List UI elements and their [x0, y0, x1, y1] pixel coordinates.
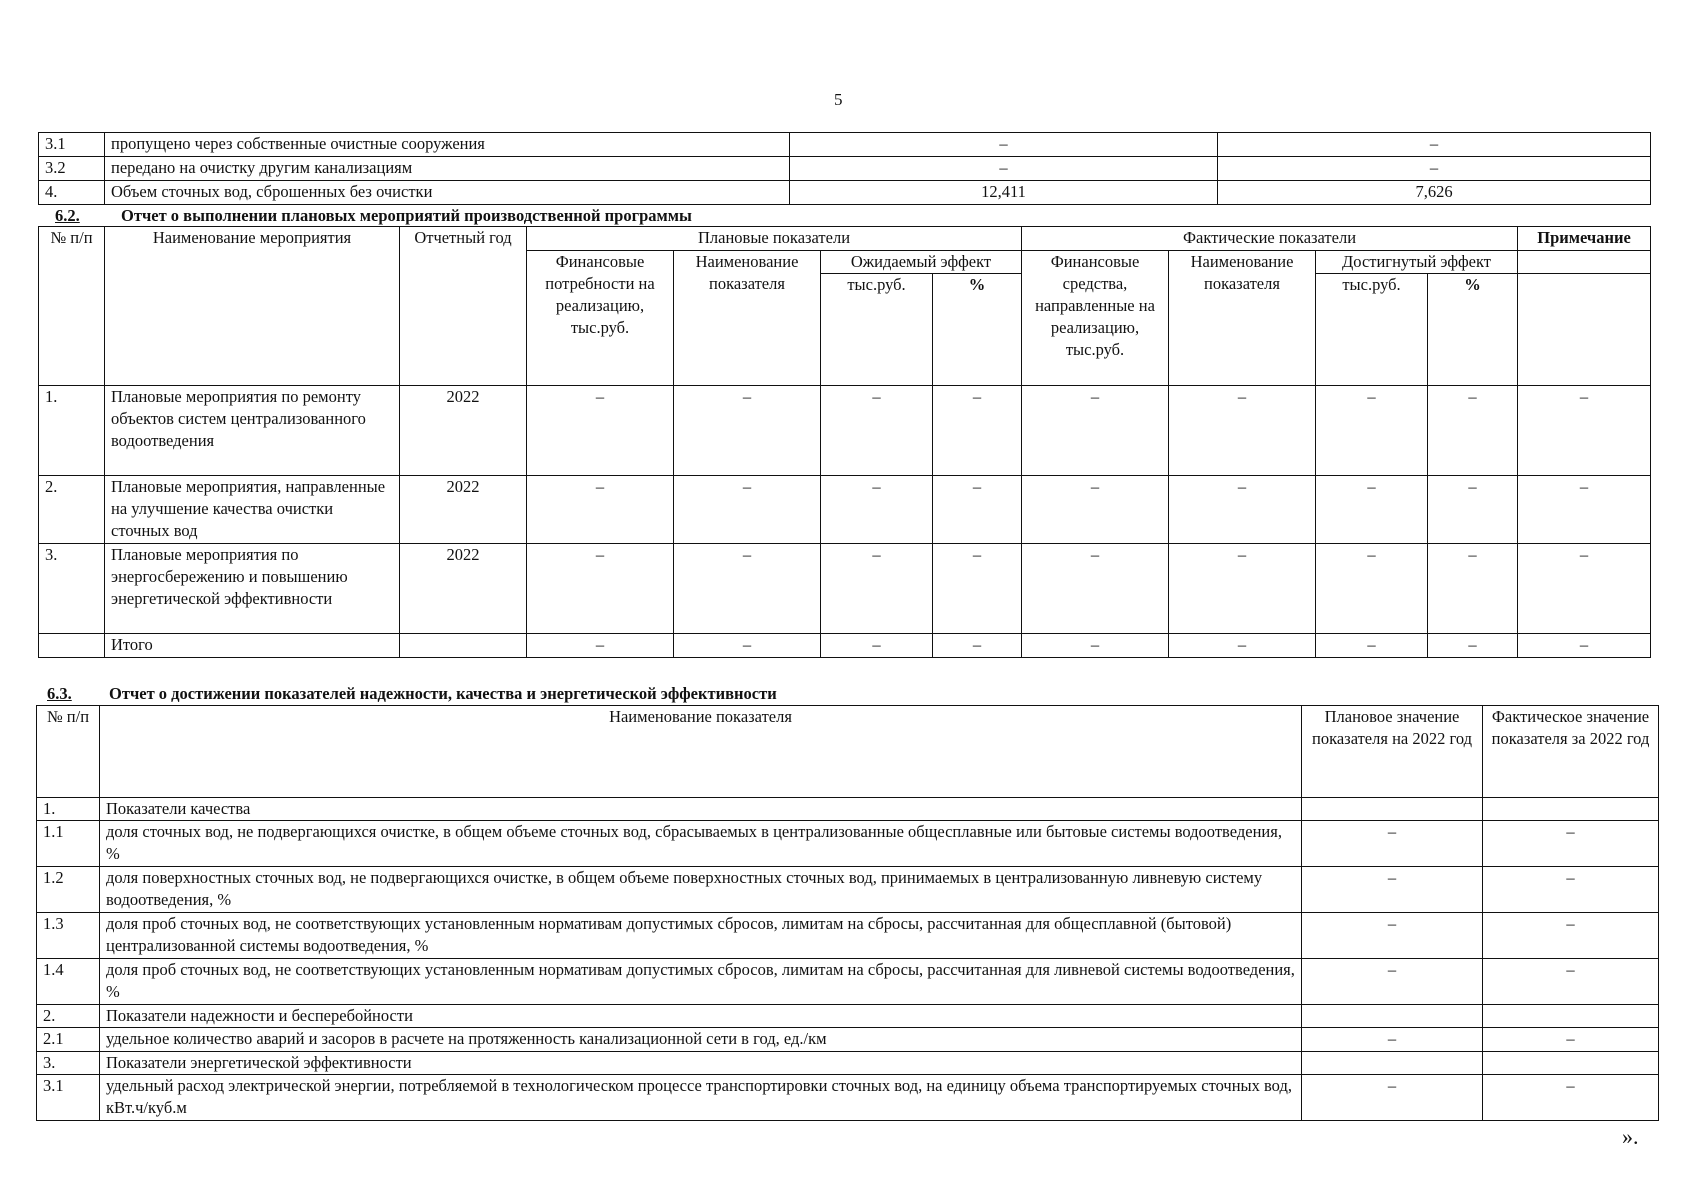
value-cell: – [527, 634, 674, 658]
value-cell: – [1218, 133, 1651, 157]
value-cell: – [821, 476, 933, 544]
value-cell: – [821, 634, 933, 658]
value-cell: – [1316, 476, 1428, 544]
fact-value: – [1483, 1028, 1659, 1052]
value-cell: – [821, 544, 933, 634]
row-number: 2. [37, 1005, 100, 1028]
table-row [37, 1028, 1659, 1052]
table-62 [38, 226, 1651, 658]
value-cell: – [1169, 476, 1316, 544]
value-cell: – [933, 544, 1022, 634]
row-number: 2. [39, 476, 105, 544]
row-label: Объем сточных вод, сброшенных без очистки [105, 181, 790, 205]
value-cell: 7,626 [1218, 181, 1651, 205]
row-number: 1.1 [37, 821, 100, 867]
table-row [39, 157, 1651, 181]
value-cell: – [790, 133, 1218, 157]
table-row [39, 476, 1651, 544]
table-row [37, 821, 1659, 867]
row-label: передано на очистку другим канализациям [105, 157, 790, 181]
row-name: Показатели энергетической эффективности [100, 1052, 1302, 1075]
section-number: 6.3. [47, 684, 72, 703]
table-row [37, 913, 1659, 959]
row-year [400, 634, 527, 658]
value-cell: – [1022, 634, 1169, 658]
header-fact-ind: Наименование показателя [1169, 251, 1316, 386]
row-label: пропущено через собственные очистные сооружения [105, 133, 790, 157]
header-plan: Плановые показатели [527, 227, 1022, 251]
row-name: Показатели надежности и бесперебойности [100, 1005, 1302, 1028]
value-cell: – [1518, 544, 1651, 634]
row-number: 4. [39, 181, 105, 205]
table-row [39, 181, 1651, 205]
table-row [39, 634, 1651, 658]
row-number: 3. [39, 544, 105, 634]
value-cell: – [933, 634, 1022, 658]
header-fact: Фактическое значение показателя за 2022 год [1483, 706, 1659, 798]
value-cell: – [1428, 634, 1518, 658]
table-row [37, 798, 1659, 821]
row-number: 3.1 [39, 133, 105, 157]
row-number: 1. [37, 798, 100, 821]
header-num: № п/п [39, 227, 105, 386]
row-number: 3. [37, 1052, 100, 1075]
plan-value: – [1302, 821, 1483, 867]
plan-value [1302, 1005, 1483, 1028]
header-rub: тыс.руб. [821, 274, 933, 386]
value-cell: – [1518, 476, 1651, 544]
empty-cell [1518, 251, 1651, 274]
header-pct: % [1428, 274, 1518, 386]
plan-value: – [1302, 867, 1483, 913]
row-name: Итого [105, 634, 400, 658]
header-plan-ind: Наименование показателя [674, 251, 821, 386]
value-cell: – [1169, 386, 1316, 476]
header-plan-eff: Ожидаемый эффект [821, 251, 1022, 274]
value-cell: – [674, 476, 821, 544]
plan-value [1302, 1052, 1483, 1075]
row-name: Плановые мероприятия по ремонту объектов систем централизованного водоотведения [105, 386, 400, 476]
section-62-heading [55, 206, 692, 226]
header-year: Отчетный год [400, 227, 527, 386]
section-title: Отчет о достижении показателей надежности, качества и энергетической эффективности [109, 684, 777, 703]
plan-value: – [1302, 913, 1483, 959]
value-cell: – [1022, 476, 1169, 544]
value-cell: – [1022, 386, 1169, 476]
header-plan: Плановое значение показателя на 2022 год [1302, 706, 1483, 798]
table-row [39, 133, 1651, 157]
fact-value: – [1483, 821, 1659, 867]
table-top [38, 132, 1651, 205]
header-pct: % [933, 274, 1022, 386]
row-number: 1.4 [37, 959, 100, 1005]
fact-value: – [1483, 867, 1659, 913]
row-number: 1.2 [37, 867, 100, 913]
row-year: 2022 [400, 544, 527, 634]
fact-value [1483, 1052, 1659, 1075]
value-cell: – [1428, 544, 1518, 634]
section-number: 6.2. [55, 206, 80, 225]
plan-value: – [1302, 1075, 1483, 1121]
value-cell: – [527, 544, 674, 634]
plan-value: – [1302, 1028, 1483, 1052]
value-cell: – [674, 634, 821, 658]
row-name: удельное количество аварий и засоров в расчете на протяженность канализационной сети в год, ед./км [100, 1028, 1302, 1052]
fact-value [1483, 1005, 1659, 1028]
row-name: доля поверхностных сточных вод, не подвергающихся очистке, в общем объеме поверхностных сточных вод, принимаемых в централизованную ливневую систему водоотведения, % [100, 867, 1302, 913]
row-name: Плановые мероприятия по энергосбережению и повышению энергетической эффективности [105, 544, 400, 634]
header-fact: Фактические показатели [1022, 227, 1518, 251]
row-name: Показатели качества [100, 798, 1302, 821]
value-cell: – [933, 476, 1022, 544]
value-cell: – [1169, 544, 1316, 634]
row-number: 1.3 [37, 913, 100, 959]
value-cell: – [1316, 544, 1428, 634]
header-name: Наименование мероприятия [105, 227, 400, 386]
row-number: 1. [39, 386, 105, 476]
value-cell: – [1518, 386, 1651, 476]
row-number: 3.1 [37, 1075, 100, 1121]
empty-cell [1518, 274, 1651, 386]
header-rub: тыс.руб. [1316, 274, 1428, 386]
value-cell: – [527, 386, 674, 476]
value-cell: – [790, 157, 1218, 181]
page-number: 5 [834, 90, 843, 109]
value-cell: – [674, 544, 821, 634]
row-name: доля проб сточных вод, не соответствующих установленным нормативам допустимых сбросов, лимитам на сбросы, рассчитанная для ливневой системы водоотведения, % [100, 959, 1302, 1005]
row-number: 2.1 [37, 1028, 100, 1052]
value-cell: – [1428, 386, 1518, 476]
header-row [39, 227, 1651, 251]
table-63 [36, 705, 1659, 1121]
row-name: доля проб сточных вод, не соответствующих установленным нормативам допустимых сбросов, лимитам на сбросы, рассчитанная для общесплавной (бытовой) централизованной системы водоотведения, % [100, 913, 1302, 959]
table-row [37, 1075, 1659, 1121]
fact-value: – [1483, 913, 1659, 959]
value-cell: – [821, 386, 933, 476]
fact-value [1483, 798, 1659, 821]
value-cell: – [1169, 634, 1316, 658]
value-cell: – [674, 386, 821, 476]
table-row [37, 959, 1659, 1005]
row-name: Плановые мероприятия, направленные на улучшение качества очистки сточных вод [105, 476, 400, 544]
table-row [39, 386, 1651, 476]
value-cell: – [527, 476, 674, 544]
row-number [39, 634, 105, 658]
header-note: Примечание [1518, 227, 1651, 251]
closing-mark: ». [1622, 1124, 1639, 1149]
section-title: Отчет о выполнении плановых мероприятий производственной программы [121, 206, 692, 225]
header-fact-fin: Финансовые средства, направленные на реализацию, тыс.руб. [1022, 251, 1169, 386]
value-cell: – [1316, 634, 1428, 658]
header-row [37, 706, 1659, 798]
row-year: 2022 [400, 476, 527, 544]
value-cell: – [1518, 634, 1651, 658]
header-plan-fin: Финансовые потребности на реализацию, тыс.руб. [527, 251, 674, 386]
table-row [39, 544, 1651, 634]
fact-value: – [1483, 1075, 1659, 1121]
section-63-heading [47, 684, 777, 704]
header-num: № п/п [37, 706, 100, 798]
plan-value [1302, 798, 1483, 821]
value-cell: – [933, 386, 1022, 476]
value-cell: – [1316, 386, 1428, 476]
table-row [37, 1052, 1659, 1075]
value-cell: 12,411 [790, 181, 1218, 205]
value-cell: – [1428, 476, 1518, 544]
fact-value: – [1483, 959, 1659, 1005]
header-name: Наименование показателя [100, 706, 1302, 798]
plan-value: – [1302, 959, 1483, 1005]
row-name: доля сточных вод, не подвергающихся очистке, в общем объеме сточных вод, сбрасываемых в централизованные общесплавные или бытовые системы водоотведения, % [100, 821, 1302, 867]
header-fact-eff: Достигнутый эффект [1316, 251, 1518, 274]
value-cell: – [1022, 544, 1169, 634]
value-cell: – [1218, 157, 1651, 181]
row-year: 2022 [400, 386, 527, 476]
table-row [37, 867, 1659, 913]
table-row [37, 1005, 1659, 1028]
row-name: удельный расход электрической энергии, потребляемой в технологическом процессе транспортировки сточных вод, на единицу объема транспортируемых сточных вод, кВт.ч/куб.м [100, 1075, 1302, 1121]
row-number: 3.2 [39, 157, 105, 181]
